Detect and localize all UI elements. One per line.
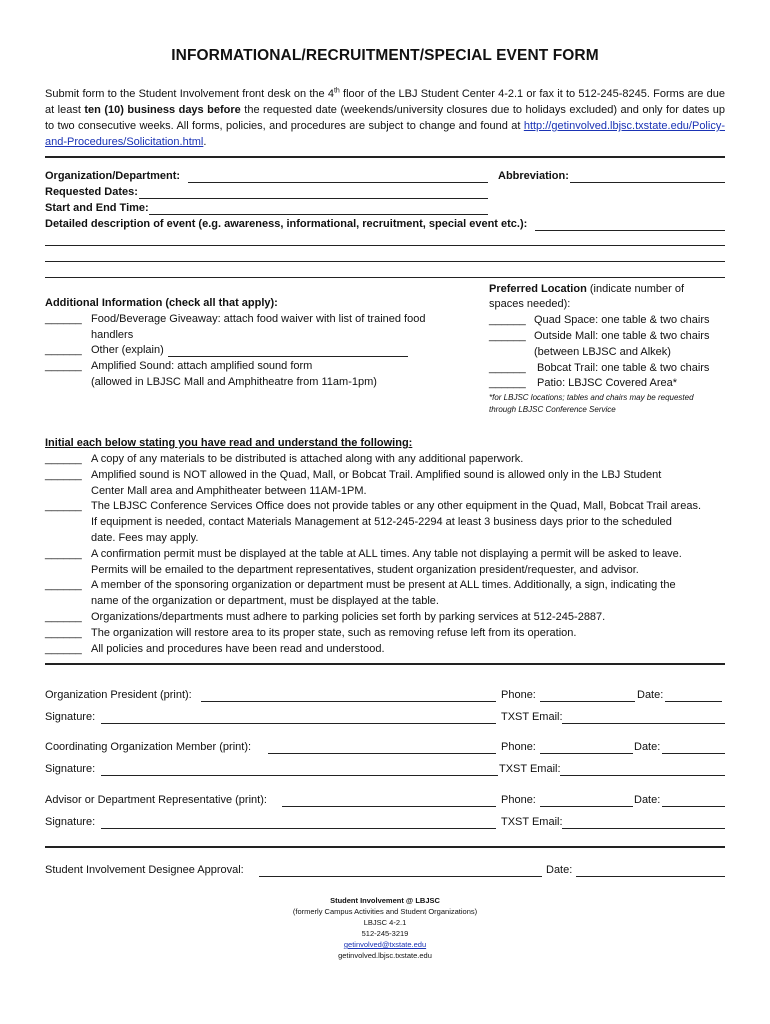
initial-blank[interactable]: ______ bbox=[45, 548, 82, 560]
initial-statement: Organizations/departments must adhere to parking policies set forth by parking services at 512-245-2887. bbox=[91, 611, 606, 623]
checkbox-blank[interactable]: ______ bbox=[489, 330, 526, 342]
initial-heading: Initial each below stating you have read and understand the following: bbox=[45, 437, 413, 449]
policy-link[interactable]: http://getinvolved.lbjsc.txstate.edu/Policy-and-Procedures/Solicitation.html bbox=[45, 120, 725, 148]
additional-item: Other (explain) bbox=[91, 344, 164, 356]
advisor-signature-field[interactable] bbox=[101, 828, 496, 829]
initial-statement: A member of the sponsoring organization or department must be present at ALL times. Additionally, a sign, indicating the bbox=[91, 579, 676, 591]
location-item: Bobcat Trail: one table & two chairs bbox=[537, 362, 710, 374]
initial-statement: Center Mall area and Amphitheater between 11AM-1PM. bbox=[91, 485, 367, 497]
checkbox-blank[interactable]: ______ bbox=[489, 362, 526, 374]
location-item: (between LBJSC and Alkek) bbox=[534, 346, 671, 358]
start-end-time-label: Start and End Time: bbox=[45, 202, 149, 214]
location-footnote: through LBJSC Conference Service bbox=[489, 405, 616, 414]
checkbox-blank[interactable]: ______ bbox=[489, 377, 526, 389]
location-item: Quad Space: one table & two chairs bbox=[534, 314, 710, 326]
coordinating-name-field[interactable] bbox=[268, 753, 496, 754]
president-label: Organization President (print): bbox=[45, 689, 192, 701]
intro-paragraph bbox=[45, 86, 725, 150]
additional-item: Food/Beverage Giveaway: attach food waiver with list of trained food bbox=[91, 313, 426, 325]
description-field[interactable] bbox=[535, 230, 725, 231]
other-explain-field[interactable] bbox=[168, 356, 408, 357]
approval-date-field[interactable] bbox=[576, 876, 725, 877]
additional-item: Amplified Sound: attach amplified sound form bbox=[91, 360, 313, 372]
initial-statement: Amplified sound is NOT allowed in the Quad, Mall, or Bobcat Trail. Amplified sound is allowed only in the LBJ Student bbox=[91, 469, 662, 481]
preferred-location-heading-2: spaces needed): bbox=[489, 298, 571, 310]
additional-info-heading: Additional Information (check all that apply): bbox=[45, 297, 278, 309]
president-date-field[interactable] bbox=[665, 701, 722, 702]
initial-blank[interactable]: ______ bbox=[45, 627, 82, 639]
signature-label: Signature: bbox=[45, 816, 96, 828]
phone-label: Phone: bbox=[501, 741, 536, 753]
start-end-time-field[interactable] bbox=[149, 214, 488, 215]
additional-item: (allowed in LBJSC Mall and Amphitheatre from 11am-1pm) bbox=[91, 376, 377, 388]
initial-statement: The organization will restore area to its proper state, such as removing refuse left from its operation. bbox=[91, 627, 577, 639]
coordinating-date-field[interactable] bbox=[662, 753, 725, 754]
coordinating-phone-field[interactable] bbox=[540, 753, 633, 754]
preferred-location-title: Preferred Location bbox=[489, 283, 587, 295]
approval-label: Student Involvement Designee Approval: bbox=[45, 864, 244, 876]
date-label: Date: bbox=[634, 794, 661, 806]
phone-label: Phone: bbox=[501, 794, 536, 806]
description-label: Detailed description of event (e.g. awareness, informational, recruitment, special event etc.): bbox=[45, 218, 528, 230]
initial-statement: The LBJSC Conference Services Office does not provide tables or any other equipment in the Quad, Mall, Bobcat Trail areas. bbox=[91, 500, 702, 512]
president-phone-field[interactable] bbox=[540, 701, 635, 702]
advisor-date-field[interactable] bbox=[662, 806, 725, 807]
date-label: Date: bbox=[637, 689, 664, 701]
coordinating-email-field[interactable] bbox=[560, 775, 725, 776]
initial-statement: A confirmation permit must be displayed at the table at ALL times. Any table not displaying a permit will be asked to leave. bbox=[91, 548, 682, 560]
location-footnote: *for LBJSC locations; tables and chairs may be requested bbox=[489, 393, 694, 402]
date-label: Date: bbox=[634, 741, 661, 753]
description-line-3[interactable] bbox=[45, 261, 725, 262]
section-divider bbox=[45, 156, 725, 158]
date-label: Date: bbox=[546, 864, 573, 876]
checkbox-blank[interactable]: ______ bbox=[45, 313, 82, 325]
checkbox-blank[interactable]: ______ bbox=[489, 314, 526, 326]
location-item: Outside Mall: one table & two chairs bbox=[534, 330, 710, 342]
requested-dates-label: Requested Dates: bbox=[45, 186, 138, 198]
advisor-label: Advisor or Department Representative (print): bbox=[45, 794, 267, 806]
email-label: TXST Email: bbox=[499, 763, 561, 775]
preferred-location-note: (indicate number of bbox=[586, 283, 685, 295]
intro-text-2: floor of the LBJ Student Center 4-2.1 or fax it to 512-245-8245. Forms are due at least bbox=[45, 88, 725, 116]
initial-blank[interactable]: ______ bbox=[45, 453, 82, 465]
footer-org: Student Involvement @ LBJSC bbox=[330, 896, 440, 905]
initial-statement: A copy of any materials to be distributed is attached along with any additional paperwork. bbox=[91, 453, 524, 465]
org-field[interactable] bbox=[188, 182, 488, 183]
advisor-name-field[interactable] bbox=[282, 806, 496, 807]
signature-label: Signature: bbox=[45, 711, 96, 723]
intro-text-1: Submit form to the Student Involvement front desk on the 4 bbox=[45, 88, 334, 100]
checkbox-blank[interactable]: ______ bbox=[45, 360, 82, 372]
advisor-phone-field[interactable] bbox=[540, 806, 633, 807]
email-label: TXST Email: bbox=[501, 711, 563, 723]
footer-phone: 512-245-3219 bbox=[361, 929, 409, 938]
checkbox-blank[interactable]: ______ bbox=[45, 344, 82, 356]
coordinating-signature-field[interactable] bbox=[101, 775, 498, 776]
requested-dates-field[interactable] bbox=[139, 198, 488, 199]
initial-blank[interactable]: ______ bbox=[45, 611, 82, 623]
footer-email bbox=[0, 939, 770, 950]
phone-label: Phone: bbox=[501, 689, 536, 701]
coordinating-member-label: Coordinating Organization Member (print): bbox=[45, 741, 252, 753]
form-title: INFORMATIONAL/RECRUITMENT/SPECIAL EVENT FORM bbox=[171, 47, 599, 64]
intro-sup: th bbox=[333, 87, 340, 95]
preferred-location-heading bbox=[489, 283, 684, 295]
description-line-4[interactable] bbox=[45, 277, 725, 278]
president-name-field[interactable] bbox=[201, 701, 496, 702]
advisor-email-field[interactable] bbox=[562, 828, 725, 829]
footer-web: getinvolved.lbjsc.txstate.edu bbox=[338, 951, 432, 960]
abbreviation-label: Abbreviation: bbox=[498, 170, 569, 182]
abbreviation-field[interactable] bbox=[570, 182, 725, 183]
initial-statement: date. Fees may apply. bbox=[91, 532, 199, 544]
initial-blank[interactable]: ______ bbox=[45, 579, 82, 591]
approval-signature-field[interactable] bbox=[259, 876, 542, 877]
initial-blank[interactable]: ______ bbox=[45, 643, 82, 655]
initial-statement: Permits will be emailed to the department representatives, student organization president/requester, and advisor. bbox=[91, 564, 639, 576]
president-signature-field[interactable] bbox=[101, 723, 496, 724]
location-item: Patio: LBJSC Covered Area* bbox=[537, 377, 678, 389]
additional-item: handlers bbox=[91, 329, 134, 341]
footer-room: LBJSC 4-2.1 bbox=[363, 918, 407, 927]
org-label: Organization/Department: bbox=[45, 170, 181, 182]
section-divider bbox=[45, 663, 725, 665]
initial-statement: All policies and procedures have been read and understood. bbox=[91, 643, 385, 655]
footer-formerly: (formerly Campus Activities and Student Organizations) bbox=[292, 907, 478, 916]
initial-statement: If equipment is needed, contact Materials Management at 512-245-2294 at least 3 business days prior to the scheduled bbox=[91, 516, 672, 528]
initial-blank[interactable]: ______ bbox=[45, 469, 82, 481]
intro-period: . bbox=[203, 136, 207, 148]
initial-statement: name of the organization or department, must be displayed at the table. bbox=[91, 595, 439, 607]
section-divider bbox=[45, 846, 725, 848]
initial-blank[interactable]: ______ bbox=[45, 500, 82, 512]
intro-deadline: ten (10) business days before bbox=[84, 104, 241, 116]
footer-email-link[interactable]: getinvolved@txstate.edu bbox=[343, 940, 427, 949]
president-email-field[interactable] bbox=[562, 723, 725, 724]
intro-text-3: the requested date (weekends/university closures due to holidays excluded) and only for dates up to two consecutive weeks. All forms, policies, and procedures are subject to change and found at bbox=[45, 104, 725, 132]
signature-label: Signature: bbox=[45, 763, 96, 775]
email-label: TXST Email: bbox=[501, 816, 563, 828]
description-line-2[interactable] bbox=[45, 245, 725, 246]
